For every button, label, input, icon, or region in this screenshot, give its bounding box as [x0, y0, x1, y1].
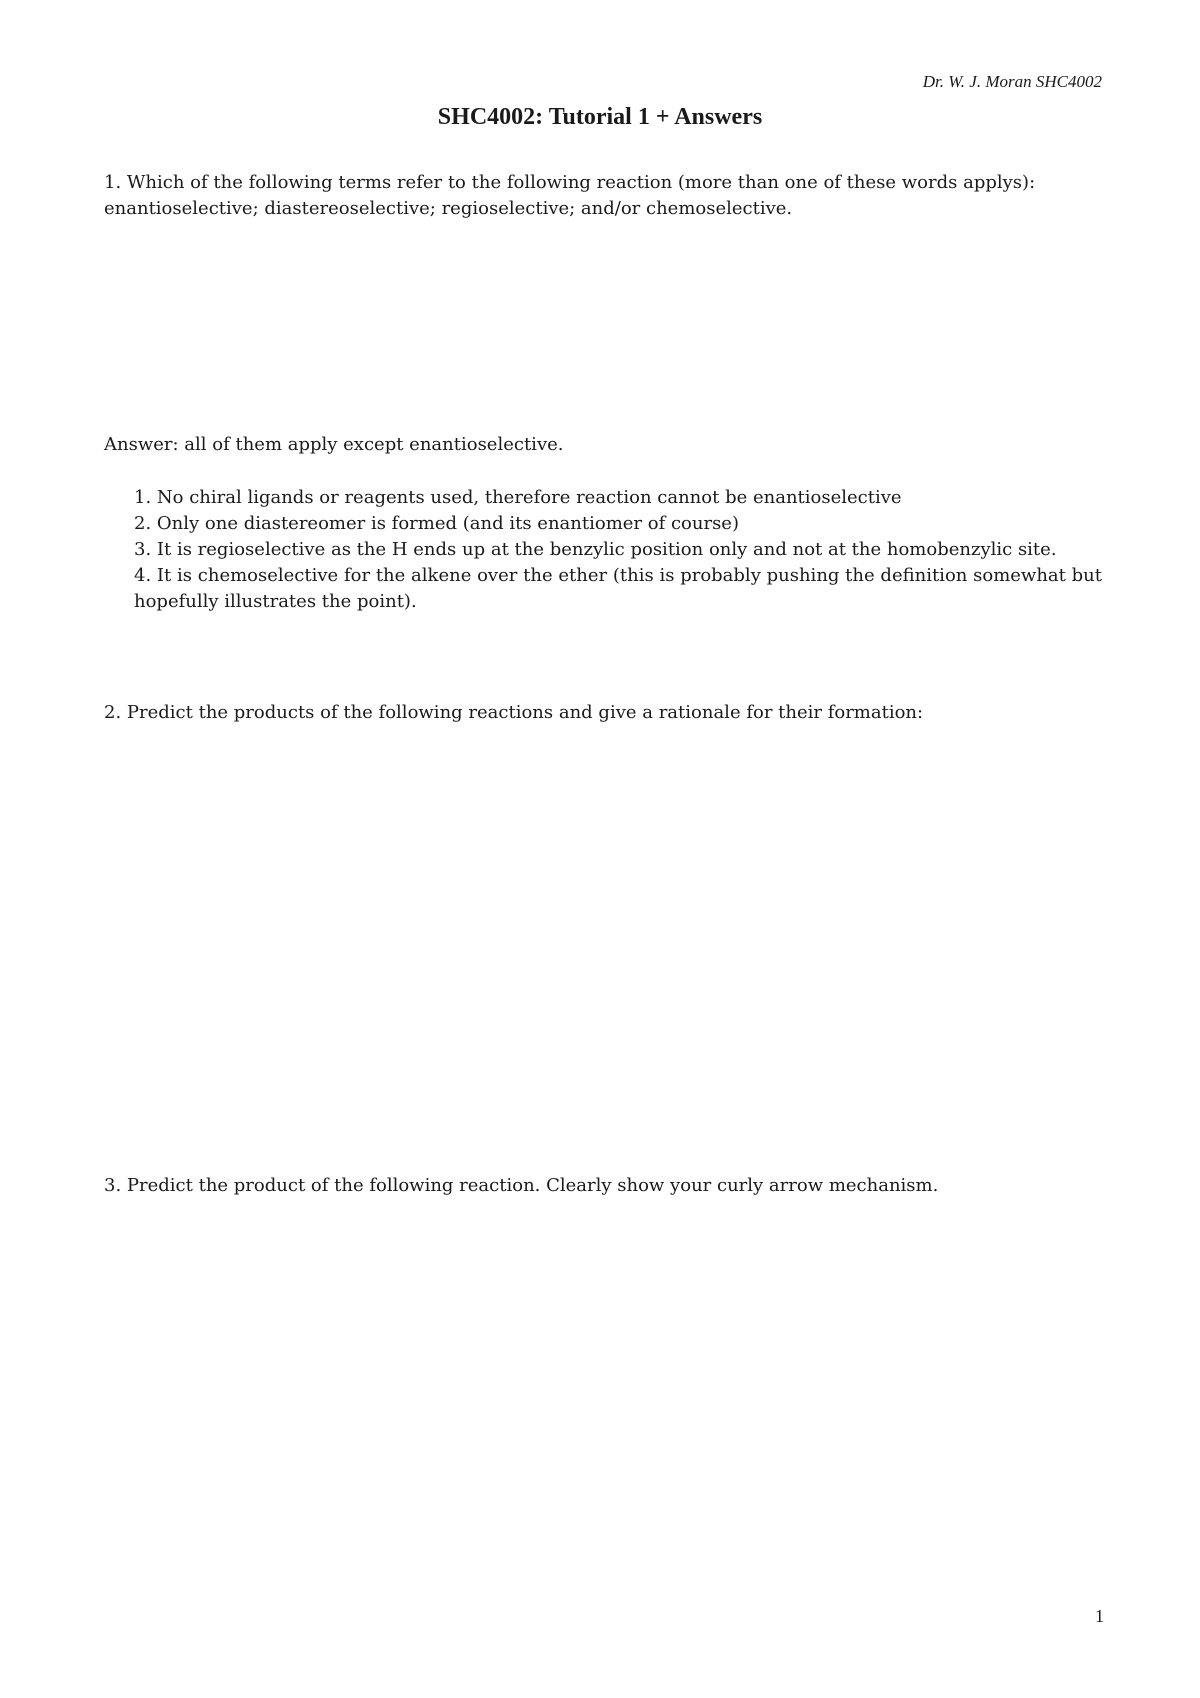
question-1: 1. Which of the following terms refer to the following reaction (more than one of these words applys): enantioselective; diastereoselective; regioselective; and/or chemoselective.	[104, 172, 1036, 219]
answer-1-summary: Answer: all of them apply except enantioselective.	[104, 434, 564, 455]
answer-point: 2. Only one diastereomer is formed (and its enantiomer of course)	[134, 513, 739, 534]
question-2: 2. Predict the products of the following reactions and give a rationale for their formation:	[104, 702, 924, 723]
reaction-scheme-figure-1	[300, 260, 900, 400]
answer-point: 3. It is regioselective as the H ends up at the benzylic position only and not at the homobenzylic site.	[134, 539, 1057, 560]
page-number: 1	[1095, 1606, 1104, 1626]
reaction-scheme-figure-2	[120, 770, 1050, 1130]
running-header: Dr. W. J. Moran SHC4002	[922, 72, 1102, 91]
document-title: SHC4002: Tutorial 1 + Answers	[437, 104, 763, 130]
answer-point: 1. No chiral ligands or reagents used, therefore reaction cannot be enantioselective	[134, 487, 902, 508]
question-3: 3. Predict the product of the following reaction. Clearly show your curly arrow mechanism.	[104, 1175, 939, 1196]
answer-1-points	[134, 485, 1102, 615]
answer-point: 4. It is chemoselective for the alkene over the ether (this is probably pushing the definition somewhat but hopefully illustrates the point).	[134, 565, 1102, 612]
reaction-scheme-figure-3	[190, 1240, 1020, 1400]
